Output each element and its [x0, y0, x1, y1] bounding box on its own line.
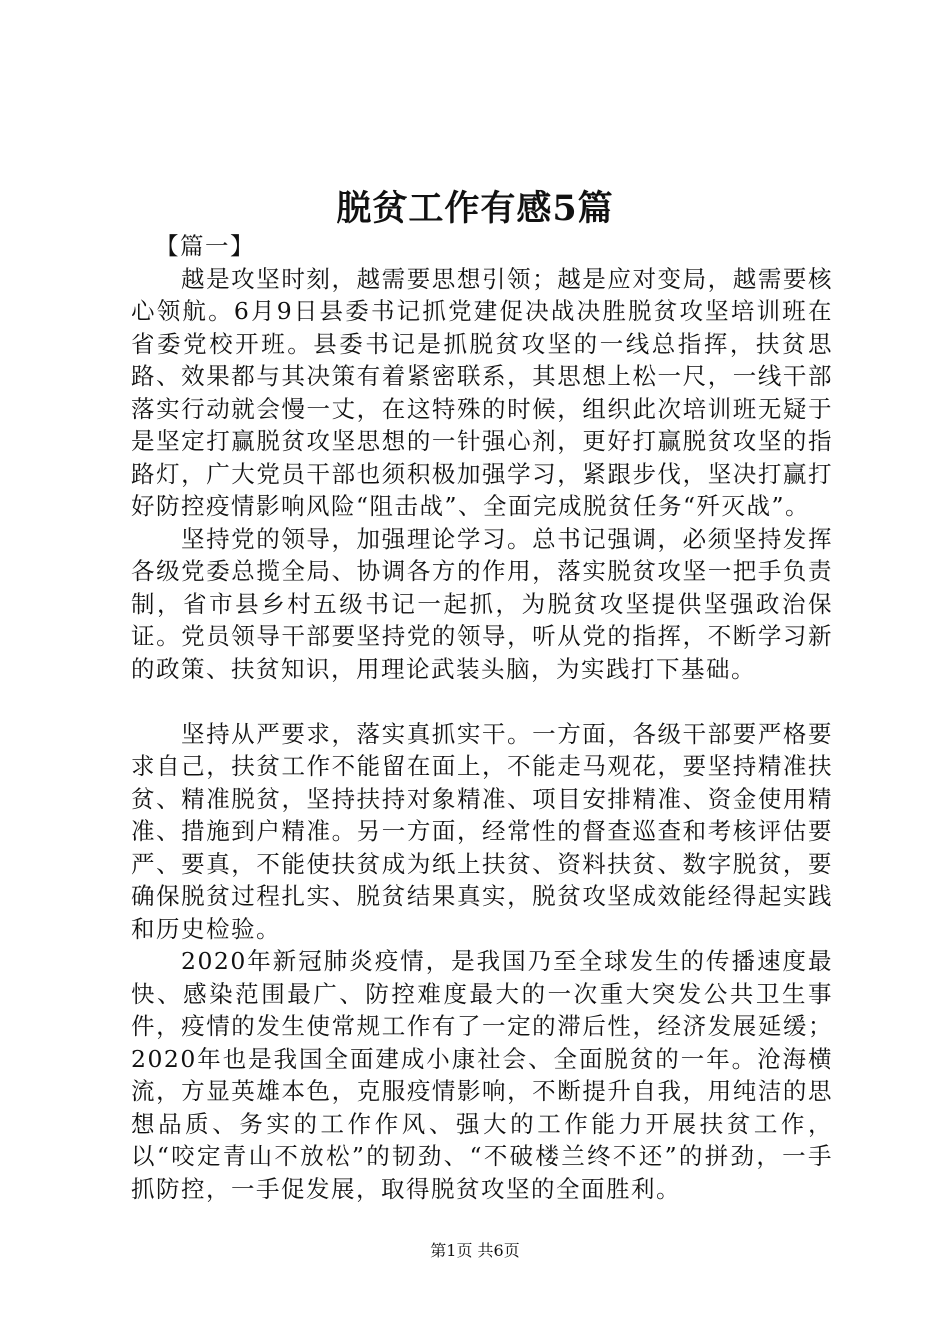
paragraph-spacer	[131, 685, 833, 718]
document-body	[131, 230, 833, 1205]
section-label: 【篇一】	[155, 232, 255, 260]
paragraph-1: 越是攻坚时刻，越需要思想引领；越是应对变局，越需要核心领航。6月9日县委书记抓党建促决战决胜脱贫攻坚培训班在省委党校开班。县委书记是抓脱贫攻坚的一线总指挥，扶贫思路、效果都与其决策有着紧密联系，其思想上松一尺，一线干部落实行动就会慢一丈，在这特殊的时候，组织此次培训班无疑于是坚定打赢脱贫攻坚思想的一针强心剂，更好打赢脱贫攻坚的指路灯，广大党员干部也须积极加强学习，紧跟步伐，坚决打赢打好防控疫情影响风险“阻击战”、全面完成脱贫任务“歼灭战”。	[131, 264, 833, 520]
paragraph-3: 坚持从严要求，落实真抓实干。一方面，各级干部要严格要求自己，扶贫工作不能留在面上，不能走马观花，要坚持精准扶贫、精准脱贫，坚持扶持对象精准、项目安排精准、资金使用精准、措施到户精准。另一方面，经常性的督查巡查和考核评估要严、要真，不能使扶贫成为纸上扶贫、资料扶贫、数字脱贫，要确保脱贫过程扎实、脱贫结果真实，脱贫攻坚成效能经得起实践和历史检验。	[131, 719, 833, 943]
document-title: 脱贫工作有感5篇	[336, 188, 614, 229]
paragraph-2: 坚持党的领导，加强理论学习。总书记强调，必须坚持发挥各级党委总揽全局、协调各方的作用，落实脱贫攻坚一把手负责制，省市县乡村五级书记一起抓，为脱贫攻坚提供坚强政治保证。党员领导干部要坚持党的领导，听从党的指挥，不断学习新的政策、扶贫知识，用理论武装头脑，为实践打下基础。	[131, 524, 833, 683]
page-indicator: 第1页 共6页	[430, 1241, 520, 1260]
paragraph-4: 2020年新冠肺炎疫情，是我国乃至全球发生的传播速度最快、感染范围最广、防控难度最大的一次重大突发公共卫生事件，疫情的发生使常规工作有了一定的滞后性，经济发展延缓；2020年也是我国全面建成小康社会、全面脱贫的一年。沧海横流，方显英雄本色，克服疫情影响，不断提升自我，用纯洁的思想品质、务实的工作作风、强大的工作能力开展扶贫工作，以“咬定青山不放松”的韧劲、“不破楼兰终不还”的拼劲，一手抓防控，一手促发展，取得脱贫攻坚的全面胜利。	[131, 947, 833, 1203]
